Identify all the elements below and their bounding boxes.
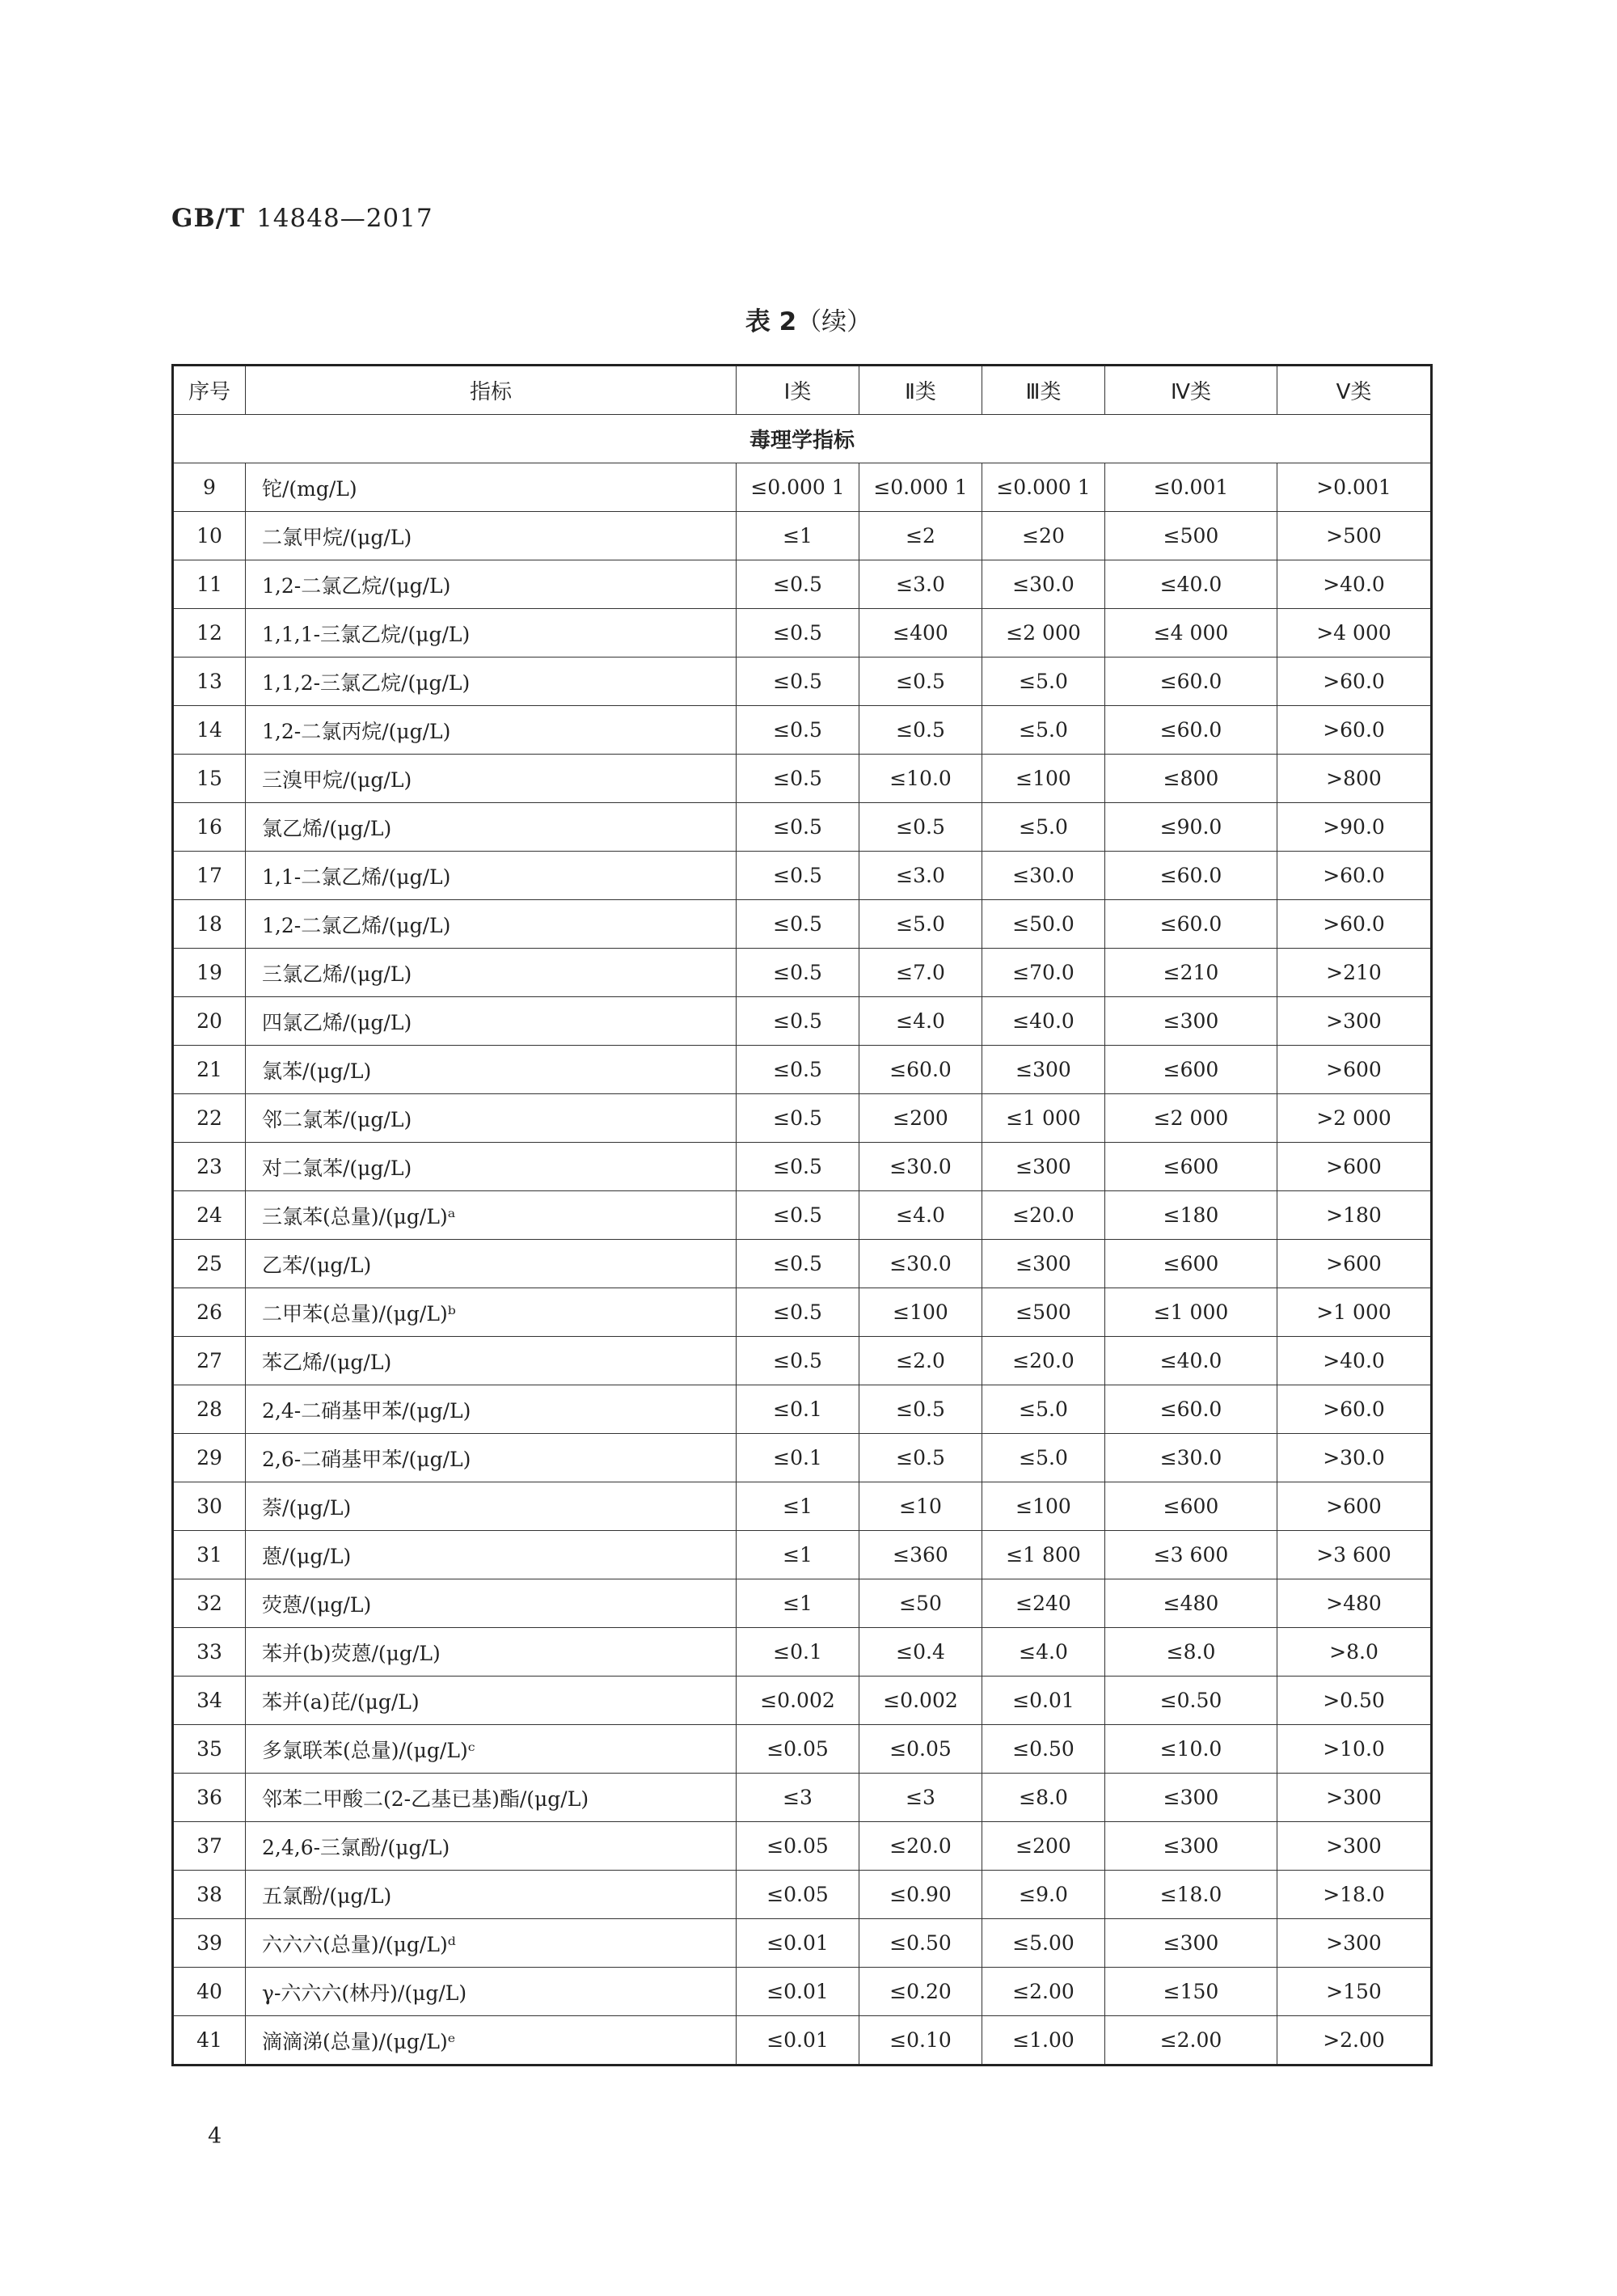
limit-class-1: ≤1 <box>737 1579 859 1628</box>
table-row <box>173 949 1432 997</box>
row-number: 17 <box>173 852 246 900</box>
limit-class-1: ≤0.01 <box>737 1919 859 1968</box>
limit-class-5: >600 <box>1277 1046 1432 1094</box>
limit-class-3: ≤0.01 <box>982 1677 1105 1725</box>
indicator-name: 2,4,6-三氯酚/(μg/L) <box>246 1822 737 1871</box>
limit-class-5: >300 <box>1277 1919 1432 1968</box>
limit-class-4: ≤2 000 <box>1105 1094 1277 1143</box>
indicator-name: 1,1-二氯乙烯/(μg/L) <box>246 852 737 900</box>
table-header-row <box>173 366 1432 415</box>
limit-class-2: ≤3.0 <box>859 560 982 609</box>
table-row <box>173 658 1432 706</box>
limit-class-1: ≤0.5 <box>737 997 859 1046</box>
table-row <box>173 1288 1432 1337</box>
limit-class-5: >30.0 <box>1277 1434 1432 1482</box>
limit-class-4: ≤800 <box>1105 755 1277 803</box>
table-row <box>173 2016 1432 2066</box>
limit-class-5: >0.001 <box>1277 463 1432 512</box>
table-row <box>173 1143 1432 1191</box>
row-number: 18 <box>173 900 246 949</box>
limit-class-5: >2 000 <box>1277 1094 1432 1143</box>
row-number: 23 <box>173 1143 246 1191</box>
limit-class-5: >60.0 <box>1277 706 1432 755</box>
indicator-name: 1,2-二氯乙烷/(μg/L) <box>246 560 737 609</box>
limit-class-1: ≤0.5 <box>737 1337 859 1385</box>
standard-code-prefix: GB/T <box>171 204 246 233</box>
table-row <box>173 852 1432 900</box>
limit-class-4: ≤2.00 <box>1105 2016 1277 2066</box>
row-number: 28 <box>173 1385 246 1434</box>
limit-class-4: ≤60.0 <box>1105 900 1277 949</box>
indicator-name: 1,1,2-三氯乙烷/(μg/L) <box>246 658 737 706</box>
limit-class-1: ≤0.5 <box>737 1191 859 1240</box>
limit-class-2: ≤0.5 <box>859 658 982 706</box>
indicator-name: 1,1,1-三氯乙烷/(μg/L) <box>246 609 737 658</box>
limit-class-3: ≤300 <box>982 1240 1105 1288</box>
limit-class-1: ≤0.5 <box>737 1143 859 1191</box>
limit-class-4: ≤40.0 <box>1105 1337 1277 1385</box>
limit-class-2: ≤4.0 <box>859 1191 982 1240</box>
limit-class-5: >800 <box>1277 755 1432 803</box>
section-title: 毒理学指标 <box>173 415 1432 463</box>
limit-class-1: ≤0.5 <box>737 949 859 997</box>
limit-class-4: ≤0.50 <box>1105 1677 1277 1725</box>
limit-class-1: ≤1 <box>737 1482 859 1531</box>
limit-class-2: ≤0.5 <box>859 706 982 755</box>
limit-class-5: >2.00 <box>1277 2016 1432 2066</box>
indicator-name: 苯并(a)芘/(μg/L) <box>246 1677 737 1725</box>
row-number: 10 <box>173 512 246 560</box>
limit-class-4: ≤300 <box>1105 1919 1277 1968</box>
limit-class-2: ≤0.4 <box>859 1628 982 1677</box>
limit-class-4: ≤600 <box>1105 1240 1277 1288</box>
indicator-name: 四氯乙烯/(μg/L) <box>246 997 737 1046</box>
limit-class-4: ≤500 <box>1105 512 1277 560</box>
limit-class-2: ≤30.0 <box>859 1240 982 1288</box>
limit-class-4: ≤60.0 <box>1105 1385 1277 1434</box>
limit-class-4: ≤18.0 <box>1105 1871 1277 1919</box>
limit-class-5: >3 600 <box>1277 1531 1432 1579</box>
limit-class-5: >90.0 <box>1277 803 1432 852</box>
limit-class-1: ≤3 <box>737 1774 859 1822</box>
row-number: 26 <box>173 1288 246 1337</box>
row-number: 21 <box>173 1046 246 1094</box>
limit-class-4: ≤0.001 <box>1105 463 1277 512</box>
limit-class-3: ≤300 <box>982 1143 1105 1191</box>
indicator-name: 二氯甲烷/(μg/L) <box>246 512 737 560</box>
row-number: 41 <box>173 2016 246 2066</box>
limit-class-2: ≤0.5 <box>859 803 982 852</box>
limit-class-3: ≤200 <box>982 1822 1105 1871</box>
limit-class-4: ≤3 600 <box>1105 1531 1277 1579</box>
row-number: 32 <box>173 1579 246 1628</box>
limit-class-5: >60.0 <box>1277 1385 1432 1434</box>
indicator-name: 邻二氯苯/(μg/L) <box>246 1094 737 1143</box>
limit-class-4: ≤8.0 <box>1105 1628 1277 1677</box>
indicator-name: 乙苯/(μg/L) <box>246 1240 737 1288</box>
indicator-name: 二甲苯(总量)/(μg/L)ᵇ <box>246 1288 737 1337</box>
indicator-table <box>171 364 1433 2066</box>
limit-class-2: ≤10.0 <box>859 755 982 803</box>
limit-class-4: ≤4 000 <box>1105 609 1277 658</box>
indicator-name: γ-六六六(林丹)/(μg/L) <box>246 1968 737 2016</box>
limit-class-3: ≤500 <box>982 1288 1105 1337</box>
limit-class-5: >600 <box>1277 1482 1432 1531</box>
indicator-name: 萘/(μg/L) <box>246 1482 737 1531</box>
limit-class-1: ≤0.5 <box>737 609 859 658</box>
limit-class-2: ≤2 <box>859 512 982 560</box>
limit-class-3: ≤70.0 <box>982 949 1105 997</box>
table-row <box>173 755 1432 803</box>
row-number: 9 <box>173 463 246 512</box>
table-row <box>173 1871 1432 1919</box>
table-row <box>173 1919 1432 1968</box>
limit-class-4: ≤210 <box>1105 949 1277 997</box>
table-row <box>173 1094 1432 1143</box>
row-number: 14 <box>173 706 246 755</box>
indicator-name: 对二氯苯/(μg/L) <box>246 1143 737 1191</box>
limit-class-4: ≤60.0 <box>1105 706 1277 755</box>
limit-class-2: ≤4.0 <box>859 997 982 1046</box>
limit-class-5: >60.0 <box>1277 852 1432 900</box>
table-title-text: 表 2 <box>745 307 797 336</box>
standard-code <box>171 204 433 233</box>
limit-class-2: ≤2.0 <box>859 1337 982 1385</box>
limit-class-3: ≤100 <box>982 755 1105 803</box>
limit-class-1: ≤0.5 <box>737 560 859 609</box>
limit-class-5: >8.0 <box>1277 1628 1432 1677</box>
col-header-class-2: Ⅱ类 <box>859 366 982 415</box>
limit-class-1: ≤0.5 <box>737 1094 859 1143</box>
limit-class-1: ≤0.000 1 <box>737 463 859 512</box>
indicator-name: 荧蒽/(μg/L) <box>246 1579 737 1628</box>
limit-class-3: ≤20 <box>982 512 1105 560</box>
table-row <box>173 803 1432 852</box>
limit-class-3: ≤1 000 <box>982 1094 1105 1143</box>
limit-class-1: ≤1 <box>737 1531 859 1579</box>
limit-class-3: ≤1 800 <box>982 1531 1105 1579</box>
table-row <box>173 1191 1432 1240</box>
row-number: 12 <box>173 609 246 658</box>
limit-class-2: ≤20.0 <box>859 1822 982 1871</box>
limit-class-1: ≤1 <box>737 512 859 560</box>
limit-class-1: ≤0.5 <box>737 755 859 803</box>
limit-class-2: ≤5.0 <box>859 900 982 949</box>
limit-class-3: ≤9.0 <box>982 1871 1105 1919</box>
indicator-name: 苯乙烯/(μg/L) <box>246 1337 737 1385</box>
table-row <box>173 1240 1432 1288</box>
row-number: 15 <box>173 755 246 803</box>
limit-class-2: ≤7.0 <box>859 949 982 997</box>
limit-class-5: >40.0 <box>1277 560 1432 609</box>
limit-class-3: ≤5.0 <box>982 1385 1105 1434</box>
section-row <box>173 415 1432 463</box>
limit-class-5: >60.0 <box>1277 900 1432 949</box>
table-row <box>173 706 1432 755</box>
limit-class-3: ≤5.00 <box>982 1919 1105 1968</box>
row-number: 36 <box>173 1774 246 1822</box>
indicator-name: 氯苯/(μg/L) <box>246 1046 737 1094</box>
table-row <box>173 1628 1432 1677</box>
table-row <box>173 560 1432 609</box>
table-row <box>173 1822 1432 1871</box>
indicator-name: 滴滴涕(总量)/(μg/L)ᵉ <box>246 2016 737 2066</box>
limit-class-4: ≤300 <box>1105 1774 1277 1822</box>
limit-class-1: ≤0.5 <box>737 803 859 852</box>
limit-class-3: ≤0.000 1 <box>982 463 1105 512</box>
limit-class-5: >210 <box>1277 949 1432 997</box>
limit-class-2: ≤400 <box>859 609 982 658</box>
table-row <box>173 512 1432 560</box>
row-number: 11 <box>173 560 246 609</box>
row-number: 37 <box>173 1822 246 1871</box>
table-row <box>173 900 1432 949</box>
page-number: 4 <box>208 2124 222 2149</box>
limit-class-2: ≤0.20 <box>859 1968 982 2016</box>
limit-class-2: ≤0.05 <box>859 1725 982 1774</box>
indicator-name: 三溴甲烷/(μg/L) <box>246 755 737 803</box>
col-header-class-3: Ⅲ类 <box>982 366 1105 415</box>
limit-class-3: ≤40.0 <box>982 997 1105 1046</box>
limit-class-2: ≤30.0 <box>859 1143 982 1191</box>
limit-class-3: ≤5.0 <box>982 1434 1105 1482</box>
limit-class-3: ≤5.0 <box>982 803 1105 852</box>
limit-class-2: ≤360 <box>859 1531 982 1579</box>
limit-class-2: ≤0.90 <box>859 1871 982 1919</box>
table-row <box>173 1531 1432 1579</box>
table-row <box>173 1725 1432 1774</box>
limit-class-5: >600 <box>1277 1240 1432 1288</box>
row-number: 38 <box>173 1871 246 1919</box>
indicator-name: 1,2-二氯丙烷/(μg/L) <box>246 706 737 755</box>
indicator-name: 氯乙烯/(μg/L) <box>246 803 737 852</box>
limit-class-1: ≤0.05 <box>737 1822 859 1871</box>
indicator-name: 邻苯二甲酸二(2-乙基已基)酯/(μg/L) <box>246 1774 737 1822</box>
row-number: 16 <box>173 803 246 852</box>
col-header-class-1: Ⅰ类 <box>737 366 859 415</box>
limit-class-3: ≤4.0 <box>982 1628 1105 1677</box>
indicator-name: 六六六(总量)/(μg/L)ᵈ <box>246 1919 737 1968</box>
limit-class-1: ≤0.5 <box>737 1046 859 1094</box>
limit-class-1: ≤0.1 <box>737 1628 859 1677</box>
table-row <box>173 997 1432 1046</box>
limit-class-1: ≤0.5 <box>737 1240 859 1288</box>
limit-class-2: ≤0.5 <box>859 1434 982 1482</box>
limit-class-4: ≤180 <box>1105 1191 1277 1240</box>
limit-class-4: ≤150 <box>1105 1968 1277 2016</box>
limit-class-3: ≤5.0 <box>982 658 1105 706</box>
row-number: 22 <box>173 1094 246 1143</box>
limit-class-5: >300 <box>1277 1774 1432 1822</box>
row-number: 31 <box>173 1531 246 1579</box>
limit-class-4: ≤60.0 <box>1105 658 1277 706</box>
limit-class-5: >480 <box>1277 1579 1432 1628</box>
limit-class-5: >180 <box>1277 1191 1432 1240</box>
limit-class-4: ≤60.0 <box>1105 852 1277 900</box>
limit-class-2: ≤0.000 1 <box>859 463 982 512</box>
limit-class-2: ≤60.0 <box>859 1046 982 1094</box>
limit-class-1: ≤0.5 <box>737 900 859 949</box>
limit-class-3: ≤0.50 <box>982 1725 1105 1774</box>
limit-class-5: >150 <box>1277 1968 1432 2016</box>
col-header-indicator: 指标 <box>246 366 737 415</box>
limit-class-2: ≤100 <box>859 1288 982 1337</box>
col-header-class-4: Ⅳ类 <box>1105 366 1277 415</box>
limit-class-3: ≤20.0 <box>982 1337 1105 1385</box>
limit-class-3: ≤2.00 <box>982 1968 1105 2016</box>
limit-class-4: ≤300 <box>1105 997 1277 1046</box>
limit-class-1: ≤0.5 <box>737 852 859 900</box>
limit-class-4: ≤40.0 <box>1105 560 1277 609</box>
limit-class-1: ≤0.1 <box>737 1434 859 1482</box>
row-number: 39 <box>173 1919 246 1968</box>
table-row <box>173 463 1432 512</box>
table-row <box>173 1046 1432 1094</box>
limit-class-3: ≤50.0 <box>982 900 1105 949</box>
limit-class-4: ≤600 <box>1105 1482 1277 1531</box>
limit-class-5: >300 <box>1277 1822 1432 1871</box>
table-row <box>173 609 1432 658</box>
indicator-name: 蒽/(μg/L) <box>246 1531 737 1579</box>
limit-class-2: ≤3.0 <box>859 852 982 900</box>
row-number: 35 <box>173 1725 246 1774</box>
limit-class-2: ≤0.50 <box>859 1919 982 1968</box>
table-row <box>173 1579 1432 1628</box>
row-number: 20 <box>173 997 246 1046</box>
limit-class-1: ≤0.05 <box>737 1725 859 1774</box>
row-number: 27 <box>173 1337 246 1385</box>
col-header-class-5: Ⅴ类 <box>1277 366 1432 415</box>
limit-class-4: ≤1 000 <box>1105 1288 1277 1337</box>
limit-class-4: ≤480 <box>1105 1579 1277 1628</box>
limit-class-1: ≤0.01 <box>737 2016 859 2066</box>
indicator-name: 三氯苯(总量)/(μg/L)ᵃ <box>246 1191 737 1240</box>
limit-class-2: ≤200 <box>859 1094 982 1143</box>
limit-class-2: ≤50 <box>859 1579 982 1628</box>
limit-class-5: >0.50 <box>1277 1677 1432 1725</box>
limit-class-5: >600 <box>1277 1143 1432 1191</box>
limit-class-5: >1 000 <box>1277 1288 1432 1337</box>
limit-class-1: ≤0.5 <box>737 706 859 755</box>
limit-class-5: >18.0 <box>1277 1871 1432 1919</box>
limit-class-5: >10.0 <box>1277 1725 1432 1774</box>
limit-class-4: ≤600 <box>1105 1143 1277 1191</box>
limit-class-3: ≤5.0 <box>982 706 1105 755</box>
table-row <box>173 1482 1432 1531</box>
row-number: 29 <box>173 1434 246 1482</box>
row-number: 34 <box>173 1677 246 1725</box>
limit-class-4: ≤600 <box>1105 1046 1277 1094</box>
table-title-continued: （续） <box>796 307 872 336</box>
col-header-no: 序号 <box>173 366 246 415</box>
limit-class-3: ≤30.0 <box>982 852 1105 900</box>
limit-class-2: ≤0.002 <box>859 1677 982 1725</box>
limit-class-3: ≤240 <box>982 1579 1105 1628</box>
indicator-name: 多氯联苯(总量)/(μg/L)ᶜ <box>246 1725 737 1774</box>
limit-class-2: ≤0.10 <box>859 2016 982 2066</box>
limit-class-1: ≤0.01 <box>737 1968 859 2016</box>
standard-code-number: 14848—2017 <box>256 204 433 233</box>
row-number: 40 <box>173 1968 246 2016</box>
table-row <box>173 1968 1432 2016</box>
limit-class-3: ≤300 <box>982 1046 1105 1094</box>
table-row <box>173 1774 1432 1822</box>
limit-class-3: ≤30.0 <box>982 560 1105 609</box>
limit-class-1: ≤0.5 <box>737 1288 859 1337</box>
limit-class-5: >4 000 <box>1277 609 1432 658</box>
limit-class-4: ≤90.0 <box>1105 803 1277 852</box>
limit-class-3: ≤20.0 <box>982 1191 1105 1240</box>
limit-class-4: ≤300 <box>1105 1822 1277 1871</box>
table-title <box>0 301 1617 337</box>
row-number: 25 <box>173 1240 246 1288</box>
limit-class-3: ≤2 000 <box>982 609 1105 658</box>
limit-class-1: ≤0.5 <box>737 658 859 706</box>
indicator-name: 2,4-二硝基甲苯/(μg/L) <box>246 1385 737 1434</box>
indicator-name: 2,6-二硝基甲苯/(μg/L) <box>246 1434 737 1482</box>
limit-class-2: ≤3 <box>859 1774 982 1822</box>
limit-class-5: >300 <box>1277 997 1432 1046</box>
limit-class-1: ≤0.002 <box>737 1677 859 1725</box>
limit-class-4: ≤30.0 <box>1105 1434 1277 1482</box>
limit-class-5: >500 <box>1277 512 1432 560</box>
table-row <box>173 1434 1432 1482</box>
indicator-name: 铊/(mg/L) <box>246 463 737 512</box>
limit-class-2: ≤0.5 <box>859 1385 982 1434</box>
limit-class-3: ≤1.00 <box>982 2016 1105 2066</box>
indicator-name: 1,2-二氯乙烯/(μg/L) <box>246 900 737 949</box>
limit-class-5: >40.0 <box>1277 1337 1432 1385</box>
table-row <box>173 1337 1432 1385</box>
indicator-name: 五氯酚/(μg/L) <box>246 1871 737 1919</box>
indicator-name: 三氯乙烯/(μg/L) <box>246 949 737 997</box>
limit-class-4: ≤10.0 <box>1105 1725 1277 1774</box>
row-number: 30 <box>173 1482 246 1531</box>
row-number: 33 <box>173 1628 246 1677</box>
limit-class-5: >60.0 <box>1277 658 1432 706</box>
row-number: 19 <box>173 949 246 997</box>
row-number: 13 <box>173 658 246 706</box>
row-number: 24 <box>173 1191 246 1240</box>
limit-class-3: ≤100 <box>982 1482 1105 1531</box>
limit-class-1: ≤0.05 <box>737 1871 859 1919</box>
limit-class-1: ≤0.1 <box>737 1385 859 1434</box>
limit-class-3: ≤8.0 <box>982 1774 1105 1822</box>
indicator-name: 苯并(b)荧蒽/(μg/L) <box>246 1628 737 1677</box>
table-row <box>173 1677 1432 1725</box>
limit-class-2: ≤10 <box>859 1482 982 1531</box>
table-row <box>173 1385 1432 1434</box>
